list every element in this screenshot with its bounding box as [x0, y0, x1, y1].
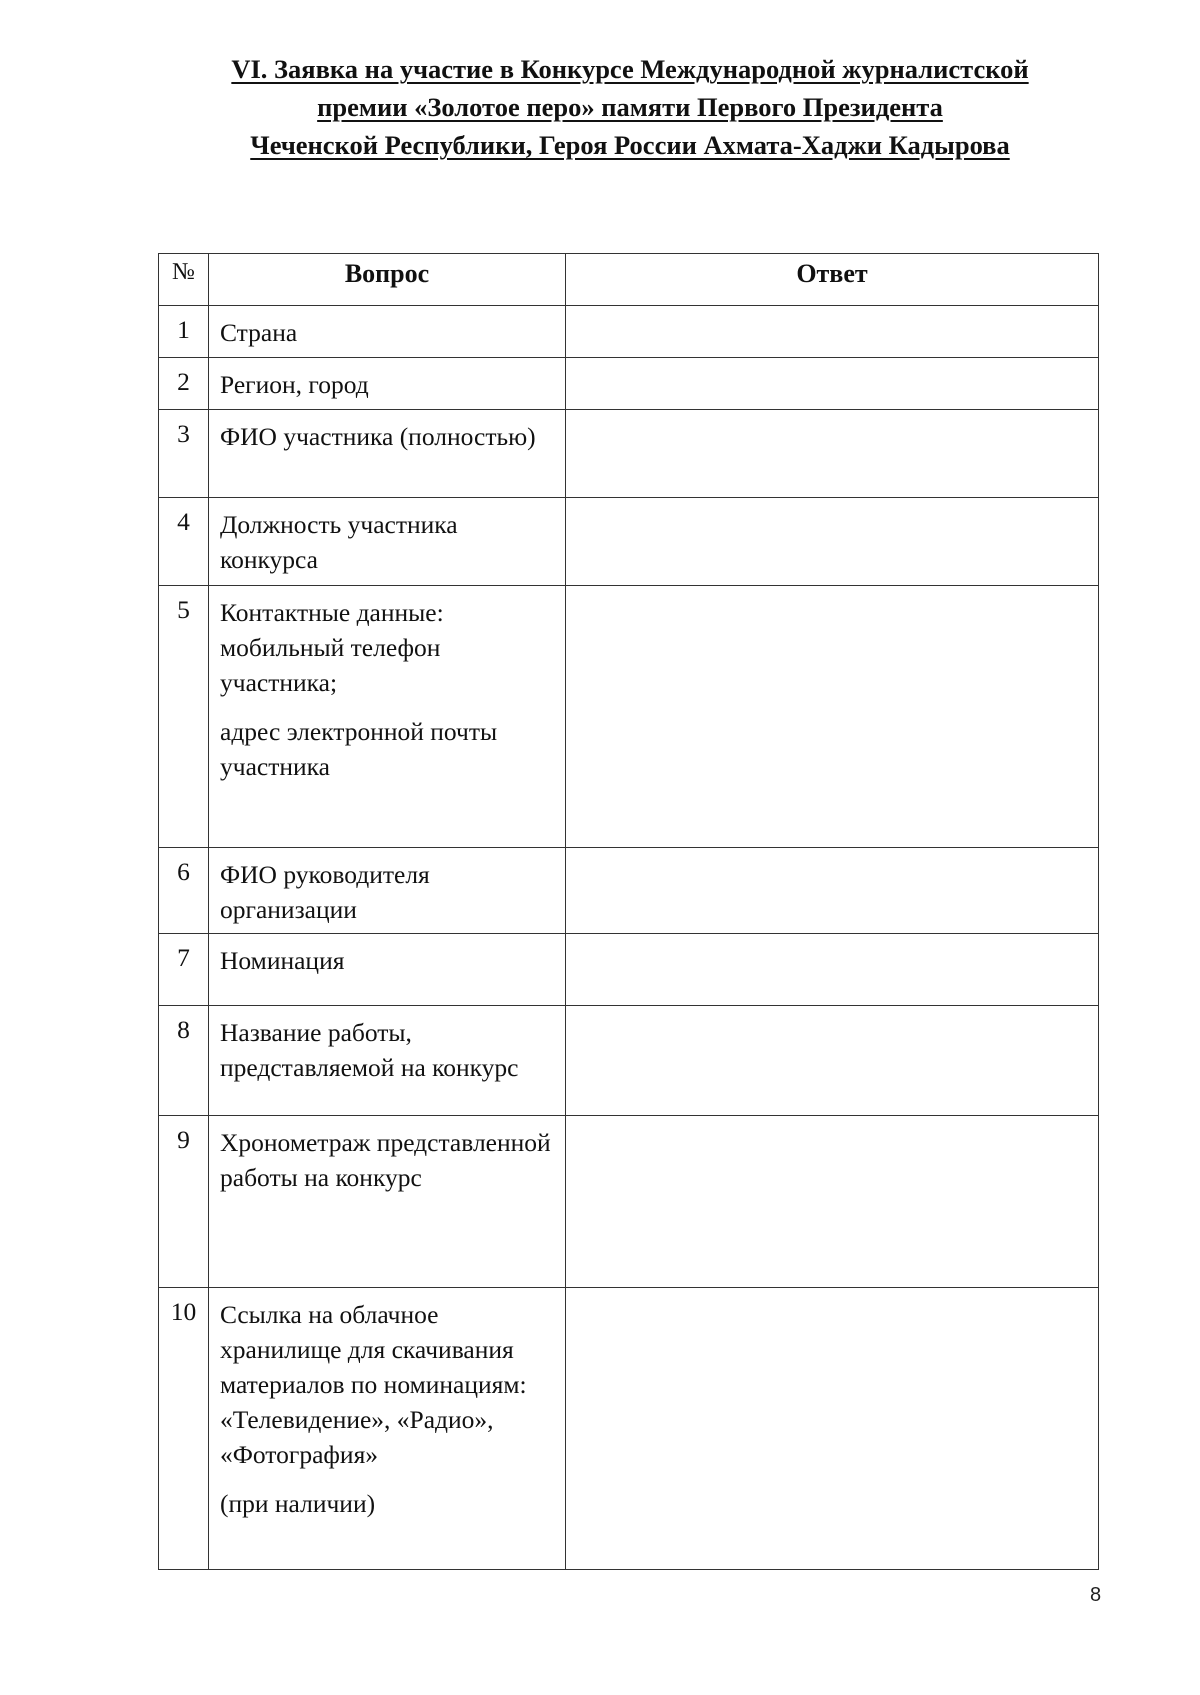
answer-cell[interactable] — [566, 306, 1099, 358]
answer-cell[interactable] — [566, 586, 1099, 848]
question-text: ФИО участника (полностью) — [220, 422, 536, 451]
table-row — [159, 934, 1099, 1006]
answer-cell[interactable] — [566, 1006, 1099, 1116]
table-row — [159, 410, 1099, 498]
table-row — [159, 586, 1099, 848]
question-text: Название работы, представляемой на конкурс — [220, 1018, 519, 1082]
row-question — [209, 410, 566, 498]
row-number: 8 — [159, 1006, 209, 1116]
table-row — [159, 848, 1099, 934]
table-row — [159, 358, 1099, 410]
row-number: 9 — [159, 1116, 209, 1288]
answer-cell[interactable] — [566, 358, 1099, 410]
table-row — [159, 1288, 1099, 1570]
row-number: 3 — [159, 410, 209, 498]
row-number: 1 — [159, 306, 209, 358]
row-question — [209, 306, 566, 358]
table-row — [159, 306, 1099, 358]
row-question — [209, 848, 566, 934]
row-question — [209, 498, 566, 586]
row-question — [209, 1288, 566, 1570]
answer-cell[interactable] — [566, 848, 1099, 934]
table-header-row — [159, 254, 1099, 306]
row-question — [209, 934, 566, 1006]
row-question — [209, 1116, 566, 1288]
question-text: Хронометраж представленной работы на конкурс — [220, 1128, 551, 1192]
question-extra-text: (при наличии) — [220, 1489, 376, 1518]
table-row — [159, 1006, 1099, 1116]
title-line-1: VI. Заявка на участие в Конкурсе Международной журналистской — [231, 54, 1029, 84]
answer-cell[interactable] — [566, 1116, 1099, 1288]
row-question — [209, 586, 566, 848]
question-text: Регион, город — [220, 370, 369, 399]
row-question — [209, 1006, 566, 1116]
row-number: 7 — [159, 934, 209, 1006]
row-question — [209, 358, 566, 410]
row-number: 6 — [159, 848, 209, 934]
row-number: 4 — [159, 498, 209, 586]
question-text: ФИО руководителя организации — [220, 860, 430, 924]
row-number: 5 — [159, 586, 209, 848]
header-answer: Ответ — [566, 254, 1099, 306]
table-row — [159, 1116, 1099, 1288]
question-text: Должность участника конкурса — [220, 510, 458, 574]
document-title — [150, 50, 1110, 164]
question-text: Контактные данные: мобильный телефон участника; — [220, 598, 444, 697]
question-text: Ссылка на облачное хранилище для скачивания материалов по номинациям: «Телевидение», «Радио», «Фотография» — [220, 1300, 527, 1469]
question-text: Номинация — [220, 946, 345, 975]
header-question: Вопрос — [209, 254, 566, 306]
question-extra-text: адрес электронной почты участника — [220, 717, 498, 781]
title-line-2: премии «Золотое перо» памяти Первого Президента — [317, 92, 943, 122]
answer-cell[interactable] — [566, 1288, 1099, 1570]
answer-cell[interactable] — [566, 934, 1099, 1006]
answer-cell[interactable] — [566, 498, 1099, 586]
header-number: № — [159, 254, 209, 306]
question-text: Страна — [220, 318, 298, 347]
row-number: 2 — [159, 358, 209, 410]
page-number: 8 — [1090, 1584, 1102, 1606]
answer-cell[interactable] — [566, 410, 1099, 498]
application-form-table — [158, 253, 1099, 1570]
table-row — [159, 498, 1099, 586]
row-number: 10 — [159, 1288, 209, 1570]
title-line-3: Чеченской Республики, Героя России Ахмата-Хаджи Кадырова — [250, 130, 1010, 160]
